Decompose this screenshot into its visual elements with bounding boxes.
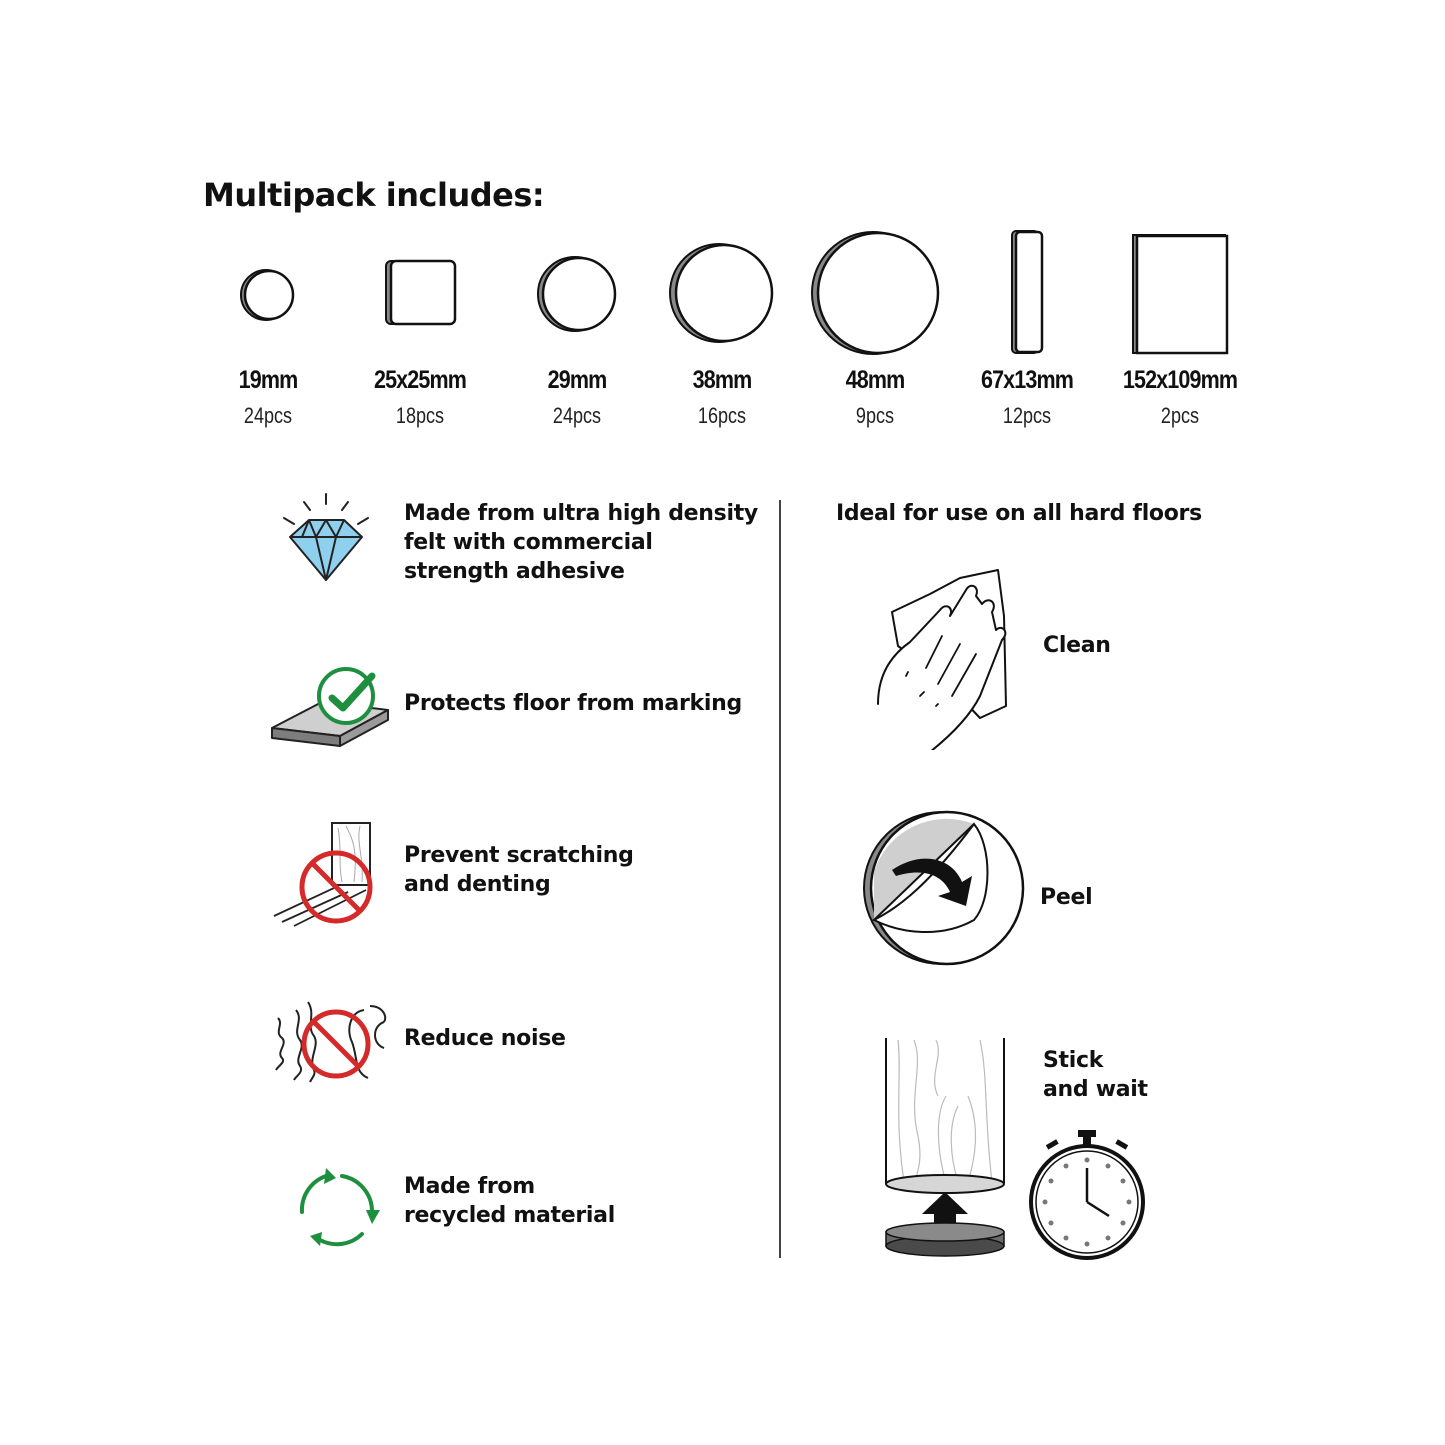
feature-text: Reduce noise <box>404 1026 566 1051</box>
square-pad-icon <box>383 258 459 330</box>
size-label: 29mm <box>547 366 607 394</box>
size-count: 16pcs <box>697 403 747 428</box>
size-label: 38mm <box>692 366 752 394</box>
size-label: 67x13mm <box>980 366 1073 394</box>
no-scratch-icon <box>268 818 380 928</box>
step-label: Peel <box>1040 885 1093 910</box>
usage-heading: Ideal for use on all hard floors <box>836 501 1202 526</box>
no-noise-icon <box>266 1000 390 1084</box>
step-label: Stick and wait <box>1043 1048 1148 1102</box>
round-pad-icon <box>668 240 776 346</box>
recycle-icon <box>296 1166 380 1250</box>
feature-text: Made from recycled material <box>404 1174 615 1228</box>
strip-pad-icon <box>1009 228 1045 356</box>
round-pad-icon <box>238 265 298 325</box>
peel-pad-icon <box>862 810 1026 966</box>
floor-check-icon <box>268 664 392 750</box>
size-label: 19mm <box>238 366 298 394</box>
step-label: Clean <box>1043 633 1111 658</box>
size-label: 152x109mm <box>1122 366 1238 394</box>
size-count: 9pcs <box>855 403 895 428</box>
stopwatch-icon <box>1026 1128 1148 1262</box>
size-label: 48mm <box>845 366 905 394</box>
size-count: 24pcs <box>243 403 293 428</box>
diamond-icon <box>276 490 376 584</box>
rectangle-pad-icon <box>1131 232 1231 356</box>
feature-text: Prevent scratching and denting <box>404 843 634 897</box>
wood-leg-icon <box>884 1036 1008 1262</box>
hand-wipe-icon <box>870 556 1016 750</box>
round-pad-icon <box>535 252 619 336</box>
page-title: Multipack includes: <box>203 176 545 214</box>
size-count: 12pcs <box>1002 403 1052 428</box>
size-count: 2pcs <box>1160 403 1200 428</box>
size-count: 18pcs <box>395 403 445 428</box>
size-label: 25x25mm <box>373 366 466 394</box>
round-pad-icon <box>810 228 944 358</box>
size-count: 24pcs <box>552 403 602 428</box>
feature-text: Made from ultra high density felt with commercial strength adhesive <box>404 501 758 584</box>
column-divider <box>779 500 781 1258</box>
feature-text: Protects floor from marking <box>404 691 742 716</box>
